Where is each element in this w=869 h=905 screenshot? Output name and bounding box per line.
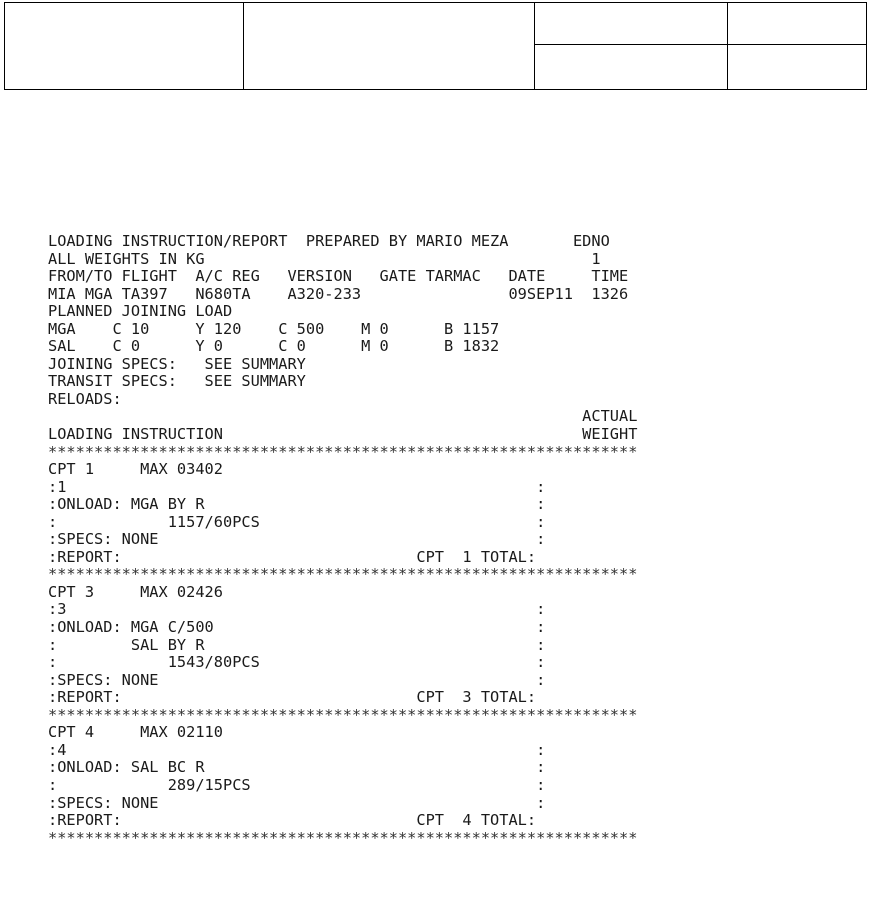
report-line: :ONLOAD: MGA C/500 : <box>48 618 546 637</box>
separator-line: **************************************************************** <box>48 705 638 724</box>
report-line: CPT 4 MAX 02110 <box>48 723 223 742</box>
header-cell-6 <box>728 45 867 90</box>
report-line: :3 : <box>48 600 546 619</box>
loading-instruction-report <box>48 233 778 847</box>
report-line: :REPORT: CPT 3 TOTAL: <box>48 688 537 707</box>
header-cell-4 <box>728 3 867 45</box>
report-line: :4 : <box>48 740 546 759</box>
report-line: :REPORT: CPT 1 TOTAL: <box>48 547 537 566</box>
separator-line: **************************************************************** <box>48 565 638 584</box>
report-line: : SAL BY R : <box>48 635 546 654</box>
report-line: : 289/15PCS : <box>48 775 546 794</box>
header-cell-3 <box>535 3 728 45</box>
report-line: LOADING INSTRUCTION/REPORT PREPARED BY MARIO MEZA EDNO <box>48 232 610 250</box>
report-line: :SPECS: NONE : <box>48 530 546 549</box>
report-line: RELOADS: <box>48 389 122 408</box>
header-cell-1 <box>5 3 244 90</box>
report-line: ACTUAL <box>48 407 638 426</box>
report-line: FROM/TO FLIGHT A/C REG VERSION GATE TARMAC DATE TIME <box>48 267 629 286</box>
report-line: PLANNED JOINING LOAD <box>48 302 233 321</box>
header-form-table <box>4 2 867 90</box>
report-line: :REPORT: CPT 4 TOTAL: <box>48 811 537 830</box>
report-line: : 1543/80PCS : <box>48 653 546 672</box>
report-line: CPT 3 MAX 02426 <box>48 582 223 601</box>
report-line: MGA C 10 Y 120 C 500 M 0 B 1157 <box>48 319 500 338</box>
report-line: MIA MGA TA397 N680TA A320-233 09SEP11 1326 <box>48 284 629 303</box>
header-cell-2 <box>244 3 535 90</box>
report-line: :1 : <box>48 477 546 496</box>
report-line: LOADING INSTRUCTION WEIGHT <box>48 425 638 444</box>
report-line: TRANSIT SPECS: SEE SUMMARY <box>48 372 306 391</box>
header-cell-5 <box>535 45 728 90</box>
report-line: :SPECS: NONE : <box>48 793 546 812</box>
report-line: : 1157/60PCS : <box>48 512 546 531</box>
report-line: ALL WEIGHTS IN KG 1 <box>48 249 601 268</box>
report-line: CPT 1 MAX 03402 <box>48 460 223 479</box>
separator-line: **************************************************************** <box>48 828 638 847</box>
report-line: :ONLOAD: MGA BY R : <box>48 495 546 514</box>
report-line: :ONLOAD: SAL BC R : <box>48 758 546 777</box>
report-line: :SPECS: NONE : <box>48 670 546 689</box>
separator-line: **************************************************************** <box>48 442 638 461</box>
report-line: JOINING SPECS: SEE SUMMARY <box>48 354 306 373</box>
report-line: SAL C 0 Y 0 C 0 M 0 B 1832 <box>48 337 500 356</box>
